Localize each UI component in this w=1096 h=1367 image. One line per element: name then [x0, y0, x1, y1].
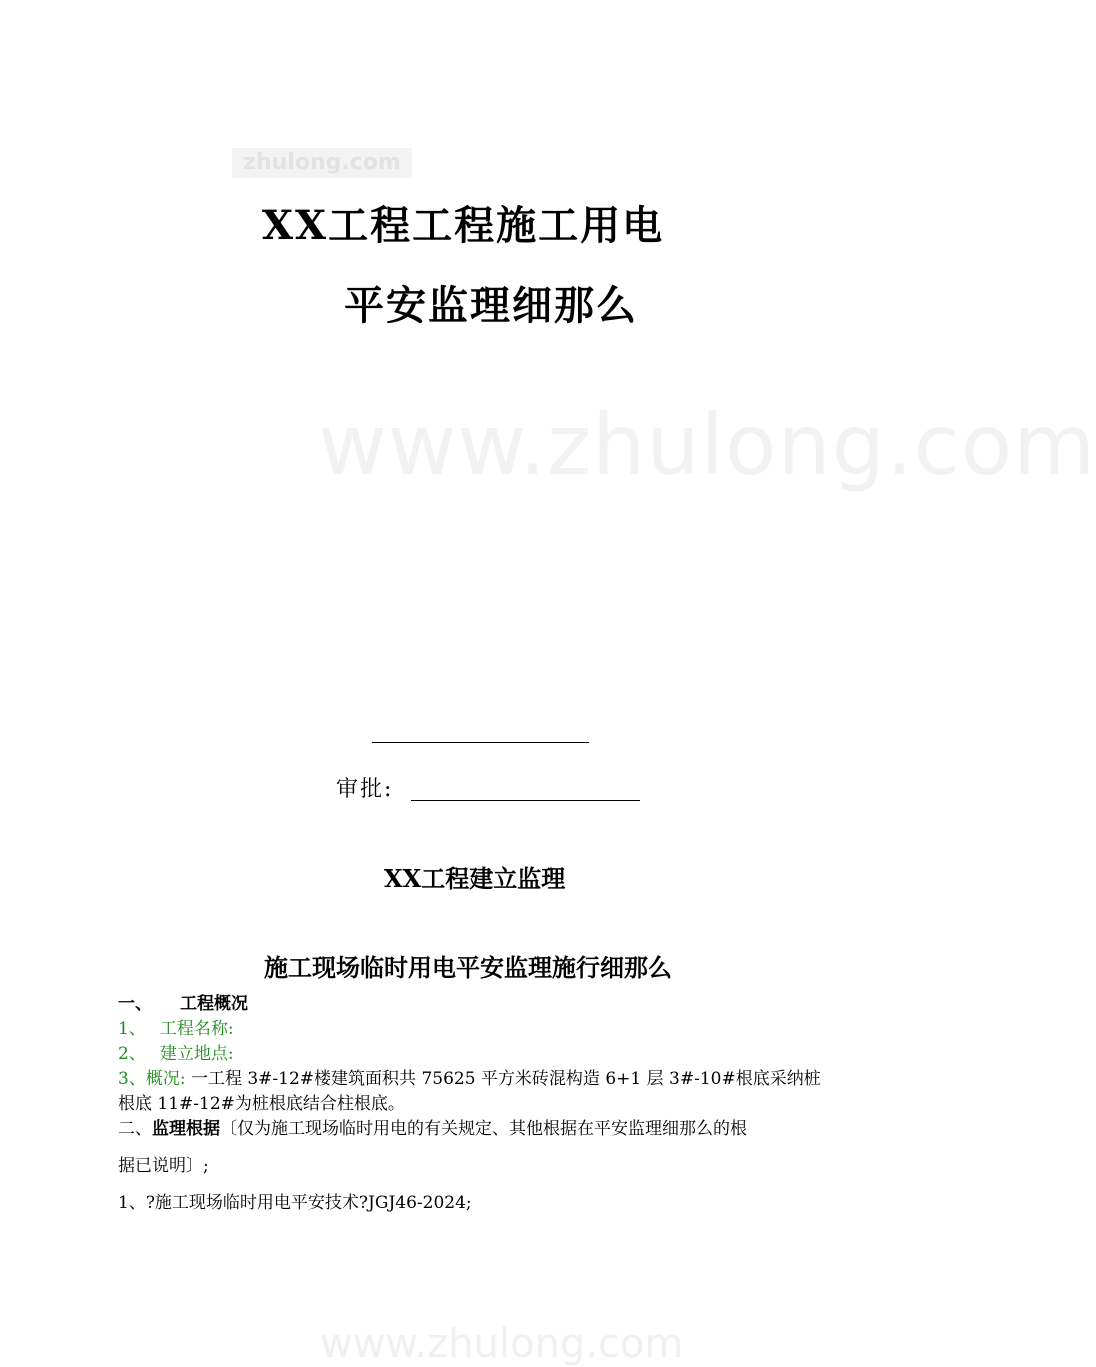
- section-2-continued: 据已说明〕;: [118, 1156, 209, 1176]
- section-1-number: 一、: [118, 994, 152, 1014]
- item-overview-continued: 根底 11#-12#为桩根底结合柱根底。: [118, 1094, 405, 1114]
- watermark-top: zhulong.com: [232, 148, 412, 178]
- approval-signature-line: [411, 800, 640, 801]
- item-2-number: 2、: [118, 1044, 146, 1064]
- reference-1: 1、?施工现场临时用电平安技术?JGJ46-2024;: [118, 1193, 472, 1213]
- item-project-name: [118, 1016, 234, 1042]
- item-2-label: 建立地点:: [159, 1044, 234, 1064]
- document-heading: 施工现场临时用电平安监理施行细那么: [264, 953, 672, 982]
- signature-line: [372, 742, 589, 743]
- section-1-heading: [118, 992, 248, 1016]
- cover-title-line2: 平安监理细那么: [344, 282, 638, 329]
- item-overview: [118, 1066, 821, 1092]
- item-1-number: 1、: [118, 1019, 146, 1039]
- item-3-text: 一工程 3#-12#楼建筑面积共 75625 平方米砖混构造 6+1 层 3#-10#根底采纳桩: [190, 1069, 821, 1089]
- company-name: XX工程建立监理: [384, 864, 566, 893]
- section-2-title: 监理根据: [152, 1119, 220, 1139]
- item-1-label: 工程名称:: [159, 1019, 234, 1039]
- watermark-bottom: www.zhulong.com: [320, 1321, 684, 1367]
- item-3-label: 3、概况:: [118, 1069, 186, 1089]
- section-2-paragraph: [118, 1116, 747, 1142]
- section-2-text: 〔仅为施工现场临时用电的有关规定、其他根据在平安监理细那么的根: [220, 1119, 747, 1139]
- watermark-middle: www.zhulong.com: [318, 396, 1096, 494]
- item-construction-site: [118, 1041, 234, 1067]
- section-1-title: 工程概况: [180, 994, 248, 1014]
- cover-title-line1: XX工程工程施工用电: [262, 202, 665, 249]
- section-2-number: 二、: [118, 1119, 152, 1139]
- approval-label: 审批:: [336, 777, 394, 802]
